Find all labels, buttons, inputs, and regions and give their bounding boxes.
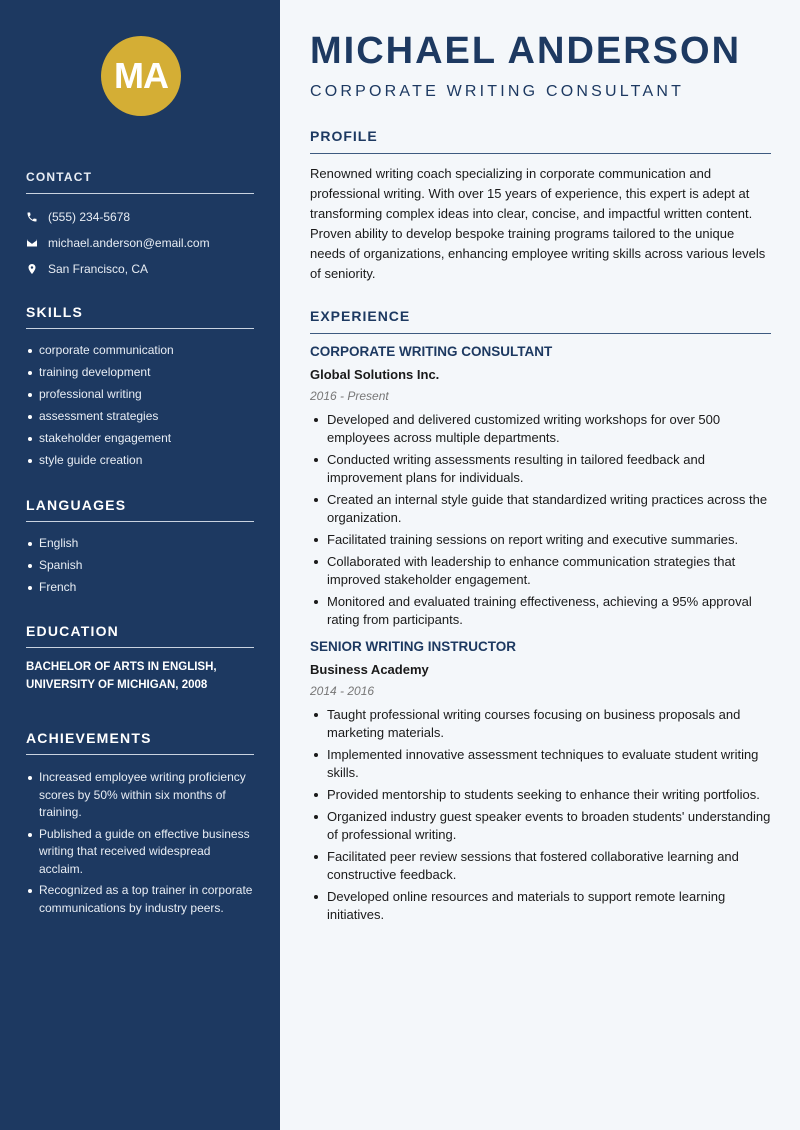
job-title: CORPORATE WRITING CONSULTANT [310, 344, 553, 359]
job-bullet: Developed online resources and materials to support remote learning initiatives. [310, 888, 771, 924]
job-bullet: Created an internal style guide that standardized writing practices across the organization. [310, 491, 771, 527]
job-company: Global Solutions Inc. [310, 367, 440, 382]
profile-section [310, 128, 771, 284]
skill-item: professional writing [26, 383, 254, 405]
languages-section [26, 497, 254, 598]
skills-list [26, 339, 254, 471]
avatar: MA [101, 36, 181, 116]
contact-heading: CONTACT [26, 168, 254, 194]
experience-heading: EXPERIENCE [310, 308, 771, 334]
skills-heading: SKILLS [26, 304, 254, 329]
job-entry [310, 344, 771, 629]
contact-email[interactable]: michael.anderson@email.com [26, 230, 254, 256]
job-dates: 2016 - Present [310, 389, 389, 403]
contact-section [26, 168, 254, 282]
languages-heading: LANGUAGES [26, 497, 254, 522]
job-bullet: Facilitated training sessions on report writing and executive summaries. [310, 531, 771, 549]
education-degree: BACHELOR OF ARTS IN ENGLISH, [26, 661, 217, 673]
contact-location: San Francisco, CA [26, 256, 254, 282]
job-bullet: Conducted writing assessments resulting in tailored feedback and improvement plans for individuals. [310, 451, 771, 487]
job-bullets [310, 411, 771, 629]
languages-list [26, 532, 254, 598]
skill-item: training development [26, 361, 254, 383]
profile-text: Renowned writing coach specializing in corporate communication and professional writing. With over 15 years of experience, this expert is adept at transforming complex ideas into clear, concise, and impactful written content. Proven ability to develop bespoke training programs tailored to the unique needs of organizations, enhancing employee writing skills across various levels of seniority. [310, 166, 766, 281]
contact-phone: (555) 234-5678 [26, 204, 254, 230]
education-heading: EDUCATION [26, 623, 254, 648]
job-bullet: Taught professional writing courses focusing on business proposals and marketing materials. [310, 706, 771, 742]
language-item: English [26, 532, 254, 554]
job-company: Business Academy [310, 662, 429, 677]
achievements-section [26, 730, 254, 921]
sidebar [0, 0, 280, 1130]
achievements-heading: ACHIEVEMENTS [26, 730, 254, 755]
job-bullet: Collaborated with leadership to enhance communication strategies that improved stakeholder engagement. [310, 553, 771, 589]
job-bullet: Organized industry guest speaker events to broaden students' understanding of professional writing. [310, 808, 771, 844]
job-bullet: Developed and delivered customized writing workshops for over 500 employees across multiple departments. [310, 411, 771, 447]
skill-item: corporate communication [26, 339, 254, 361]
job-bullet: Provided mentorship to students seeking to enhance their writing portfolios. [310, 786, 771, 804]
candidate-name: MICHAEL ANDERSON [310, 30, 742, 72]
job-entry [310, 639, 771, 924]
job-bullet: Facilitated peer review sessions that fostered collaborative learning and constructive feedback. [310, 848, 771, 884]
achievement-item: Recognized as a top trainer in corporate communications by industry peers. [26, 882, 254, 917]
language-item: Spanish [26, 554, 254, 576]
job-bullets [310, 706, 771, 924]
experience-section [310, 308, 771, 928]
location-pin-icon [26, 263, 38, 275]
email-icon [26, 237, 38, 249]
skills-section [26, 304, 254, 471]
candidate-title: CORPORATE WRITING CONSULTANT [310, 83, 685, 100]
skill-item: assessment strategies [26, 405, 254, 427]
job-bullet: Implemented innovative assessment techniques to evaluate student writing skills. [310, 746, 771, 782]
job-title: SENIOR WRITING INSTRUCTOR [310, 639, 517, 654]
job-dates: 2014 - 2016 [310, 684, 375, 698]
profile-heading: PROFILE [310, 128, 771, 154]
education-school: UNIVERSITY OF MICHIGAN, 2008 [26, 679, 208, 691]
job-bullet: Monitored and evaluated training effectiveness, achieving a 95% approval rating from participants. [310, 593, 771, 629]
achievements-list [26, 769, 254, 917]
achievement-item: Published a guide on effective business writing that received widespread acclaim. [26, 826, 254, 879]
skill-item: stakeholder engagement [26, 427, 254, 449]
skill-item: style guide creation [26, 449, 254, 471]
phone-icon [26, 211, 38, 223]
education-section [26, 623, 254, 694]
language-item: French [26, 576, 254, 598]
achievement-item: Increased employee writing proficiency scores by 50% within six months of training. [26, 769, 254, 822]
